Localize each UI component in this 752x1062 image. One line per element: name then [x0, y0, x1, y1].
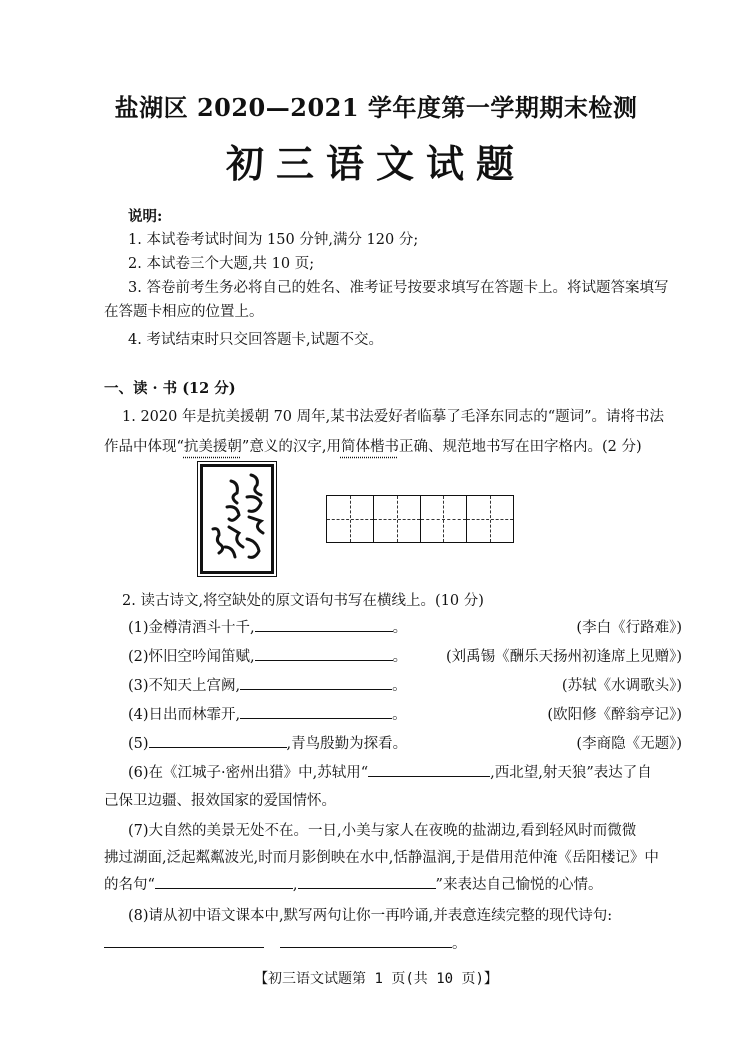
- tianzige-cell[interactable]: [327, 496, 374, 542]
- question-2-intro: 2. 读古诗文,将空缺处的原文语句书写在横线上。(10 分): [122, 593, 484, 609]
- poem-source: (欧阳修《醉翁亭记》): [547, 707, 682, 723]
- answer-blank[interactable]: [240, 675, 392, 690]
- tianzige-cell[interactable]: [374, 496, 421, 542]
- answer-blank[interactable]: [149, 733, 287, 748]
- poem-item: (3)不知天上宫阙, 。: [128, 674, 407, 695]
- instruction-item: 2. 本试卷三个大题,共 10 页;: [128, 256, 315, 272]
- answer-blank[interactable]: [255, 617, 393, 632]
- question-7-line-3: 的名句“ , ”来表达自己愉悦的心情。: [104, 873, 602, 894]
- tianzige-grid[interactable]: [326, 495, 514, 543]
- question-8-answer-line: 。: [104, 932, 467, 953]
- section-heading: 一、读 · 书 (12 分): [104, 380, 236, 397]
- exam-subject-title: 初三语文试题: [225, 141, 526, 186]
- instruction-item: 1. 本试卷考试时间为 150 分钟,满分 120 分;: [128, 232, 419, 248]
- answer-blank[interactable]: [104, 933, 264, 948]
- calligraphy-image: [200, 464, 274, 574]
- question-7-line-1: (7)大自然的美景无处不在。一日,小美与家人在夜晚的盐湖边,看到轻风时而微微: [128, 823, 637, 839]
- question-7-line-2: 拂过湖面,泛起粼粼波光,时而月影倒映在水中,恬静温润,于是借用范仲淹《岳阳楼记》中: [104, 850, 659, 866]
- poem-item: (2)怀旧空吟闻笛赋, 。: [128, 645, 407, 666]
- question-1-line-2: 作品中体现“抗美援朝”意义的汉字,用简体楷书正确、规范地书写在田字格内。(2 分): [104, 439, 642, 455]
- answer-blank[interactable]: [280, 933, 452, 948]
- answer-blank[interactable]: [368, 762, 490, 777]
- instruction-item: 在答题卡相应的位置上。: [104, 304, 264, 320]
- answer-blank[interactable]: [240, 704, 392, 719]
- poem-source: (刘禹锡《酬乐天扬州初逢席上见赠》): [445, 649, 682, 665]
- question-6-line-2: 己保卫边疆、报效国家的爱国情怀。: [104, 793, 336, 809]
- poem-item: (5) ,青鸟殷勤为探看。: [128, 732, 407, 753]
- instructions-heading: 说明:: [128, 208, 163, 225]
- poem-item: (4)日出而林霏开, 。: [128, 703, 407, 724]
- poem-source: (李商隐《无题》): [576, 736, 682, 752]
- emphasized-text: 简体楷书: [340, 439, 399, 455]
- emphasized-text: 抗美援朝: [183, 439, 242, 455]
- question-8-line-1: (8)请从初中语文课本中,默写两句让你一再吟诵,并表意连续完整的现代诗句:: [128, 908, 613, 924]
- answer-blank[interactable]: [155, 874, 293, 889]
- page-footer: 【初三语文试题第 1 页(共 10 页)】: [254, 971, 498, 987]
- question-6-line-1: (6)在《江城子·密州出猎》中,苏轼用“ ,西北望,射天狼”表达了自: [128, 761, 652, 782]
- poem-item: (1)金樽清酒斗十千, 。: [128, 616, 407, 637]
- answer-blank[interactable]: [298, 874, 436, 889]
- exam-header-title: 盐湖区 2020—2021 学年度第一学期期末检测: [114, 93, 638, 122]
- instruction-item: 3. 答卷前考生务必将自己的姓名、准考证号按要求填写在答题卡上。将试题答案填写: [128, 280, 669, 296]
- answer-blank[interactable]: [255, 646, 393, 661]
- poem-source: (苏轼《水调歌头》): [561, 678, 682, 694]
- tianzige-cell[interactable]: [421, 496, 468, 542]
- question-1-line-1: 1. 2020 年是抗美援朝 70 周年,某书法爱好者临摹了毛泽东同志的“题词”。请将书法: [122, 409, 665, 425]
- tianzige-cell[interactable]: [467, 496, 513, 542]
- instruction-item: 4. 考试结束时只交回答题卡,试题不交。: [128, 332, 384, 348]
- calligraphy-strokes: [203, 467, 271, 571]
- poem-source: (李白《行路难》): [576, 620, 682, 636]
